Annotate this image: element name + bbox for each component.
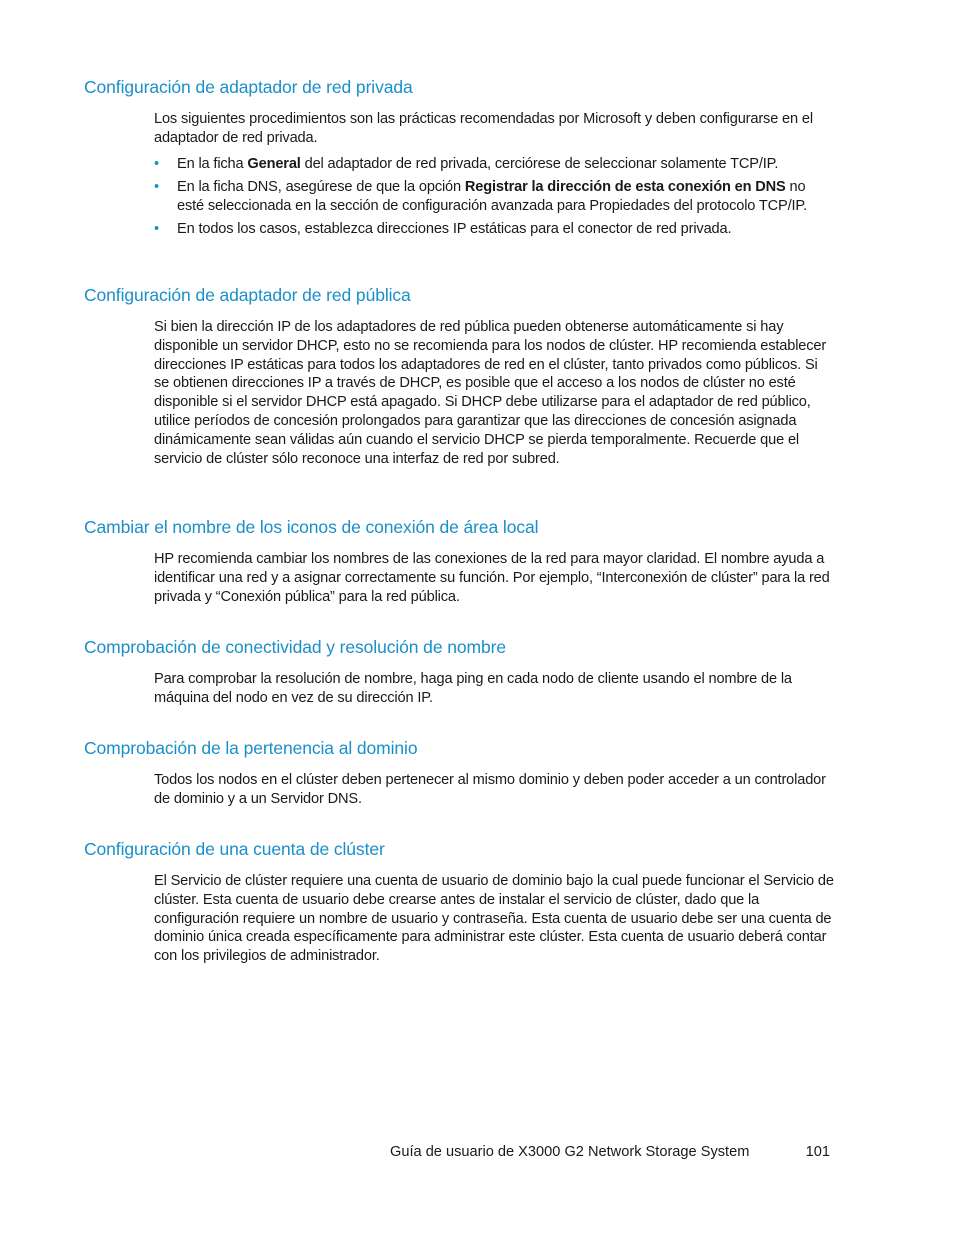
section-heading-private-network: Configuración de adaptador de red privada bbox=[84, 77, 413, 97]
section-intro-private-network: Los siguientes procedimientos son las prácticas recomendadas por Microsoft y deben configurarse en el adaptador de red privada. bbox=[154, 111, 813, 146]
section-heading-cluster-account: Configuración de una cuenta de clúster bbox=[84, 839, 385, 859]
page-footer bbox=[390, 1144, 830, 1160]
bullet-icon: • bbox=[154, 221, 159, 238]
bullet-icon: • bbox=[154, 179, 159, 196]
section-heading-public-network: Configuración de adaptador de red pública bbox=[84, 285, 411, 305]
section-body-domain: Todos los nodos en el clúster deben pertenecer al mismo dominio y deben poder acceder a un controlador de dominio y a un Servidor DNS. bbox=[154, 772, 826, 807]
section-heading-domain: Comprobación de la pertenencia al dominio bbox=[84, 738, 418, 758]
bullet-item: • En todos los casos, establezca direcciones IP estáticas para el conector de red privada. bbox=[154, 221, 732, 238]
section-body-cluster-account: El Servicio de clúster requiere una cuenta de usuario de dominio bajo la cual puede funcionar el Servicio de clúster. Esta cuenta de usuario debe crearse antes de instalar el servicio de clúster, dado que la configuración requiere un nombre de usuario y contraseña. Esta cuenta de usuario debe ser una cuenta de dominio única creada específicamente para administrar este clúster. Esta cuenta de usuario deberá contar con los privilegios de administrador. bbox=[154, 873, 834, 965]
section-heading-connectivity: Comprobación de conectividad y resolución de nombre bbox=[84, 637, 506, 657]
section-body-rename-icons: HP recomienda cambiar los nombres de las conexiones de la red para mayor claridad. El nombre ayuda a identificar una red y a asignar correctamente su función. Por ejemplo, “Interconexión de clúster” para la red privada y “Conexión pública” para la red pública. bbox=[154, 551, 830, 605]
section-heading-rename-icons: Cambiar el nombre de los iconos de conexión de área local bbox=[84, 517, 539, 537]
page-number: 101 bbox=[805, 1144, 830, 1160]
footer-guide-title: Guía de usuario de X3000 G2 Network Storage System bbox=[390, 1144, 750, 1160]
section-body-connectivity: Para comprobar la resolución de nombre, haga ping en cada nodo de cliente usando el nombre de la máquina del nodo en vez de su dirección IP. bbox=[154, 671, 792, 706]
bullet-list-private-network bbox=[154, 155, 834, 239]
bullet-item: • En la ficha General del adaptador de red privada, cerciórese de seleccionar solamente TCP/IP. bbox=[154, 156, 779, 172]
bullet-icon: • bbox=[154, 156, 159, 172]
bullet-item: • En la ficha DNS, asegúrese de que la opción Registrar la dirección de esta conexión en DNS no esté seleccionada en la sección de configuración avanzada para Propiedades del protocolo TCP/IP. bbox=[154, 179, 808, 215]
section-body-public-network: Si bien la dirección IP de los adaptadores de red pública pueden obtenerse automáticamente si hay disponible un servidor DHCP, esto no se recomienda para los nodos de clúster. HP recomienda establecer direcciones IP estáticas para todos los adaptadores de red en el clúster, tanto privados como públicos. Si se obtienen direcciones IP a través de DHCP, es posible que el acceso a los nodos de clúster no esté disponible si el servidor DHCP está apagado. Si DHCP debe utilizarse para el adaptador de red público, utilice períodos de concesión prolongados para garantizar que las direcciones de concesión asignada dinámicamente sean válidas aún cuando el servicio DHCP se pierda temporalmente. Recuerde que el servicio de clúster sólo reconoce una interfaz de red por subred. bbox=[154, 319, 827, 467]
